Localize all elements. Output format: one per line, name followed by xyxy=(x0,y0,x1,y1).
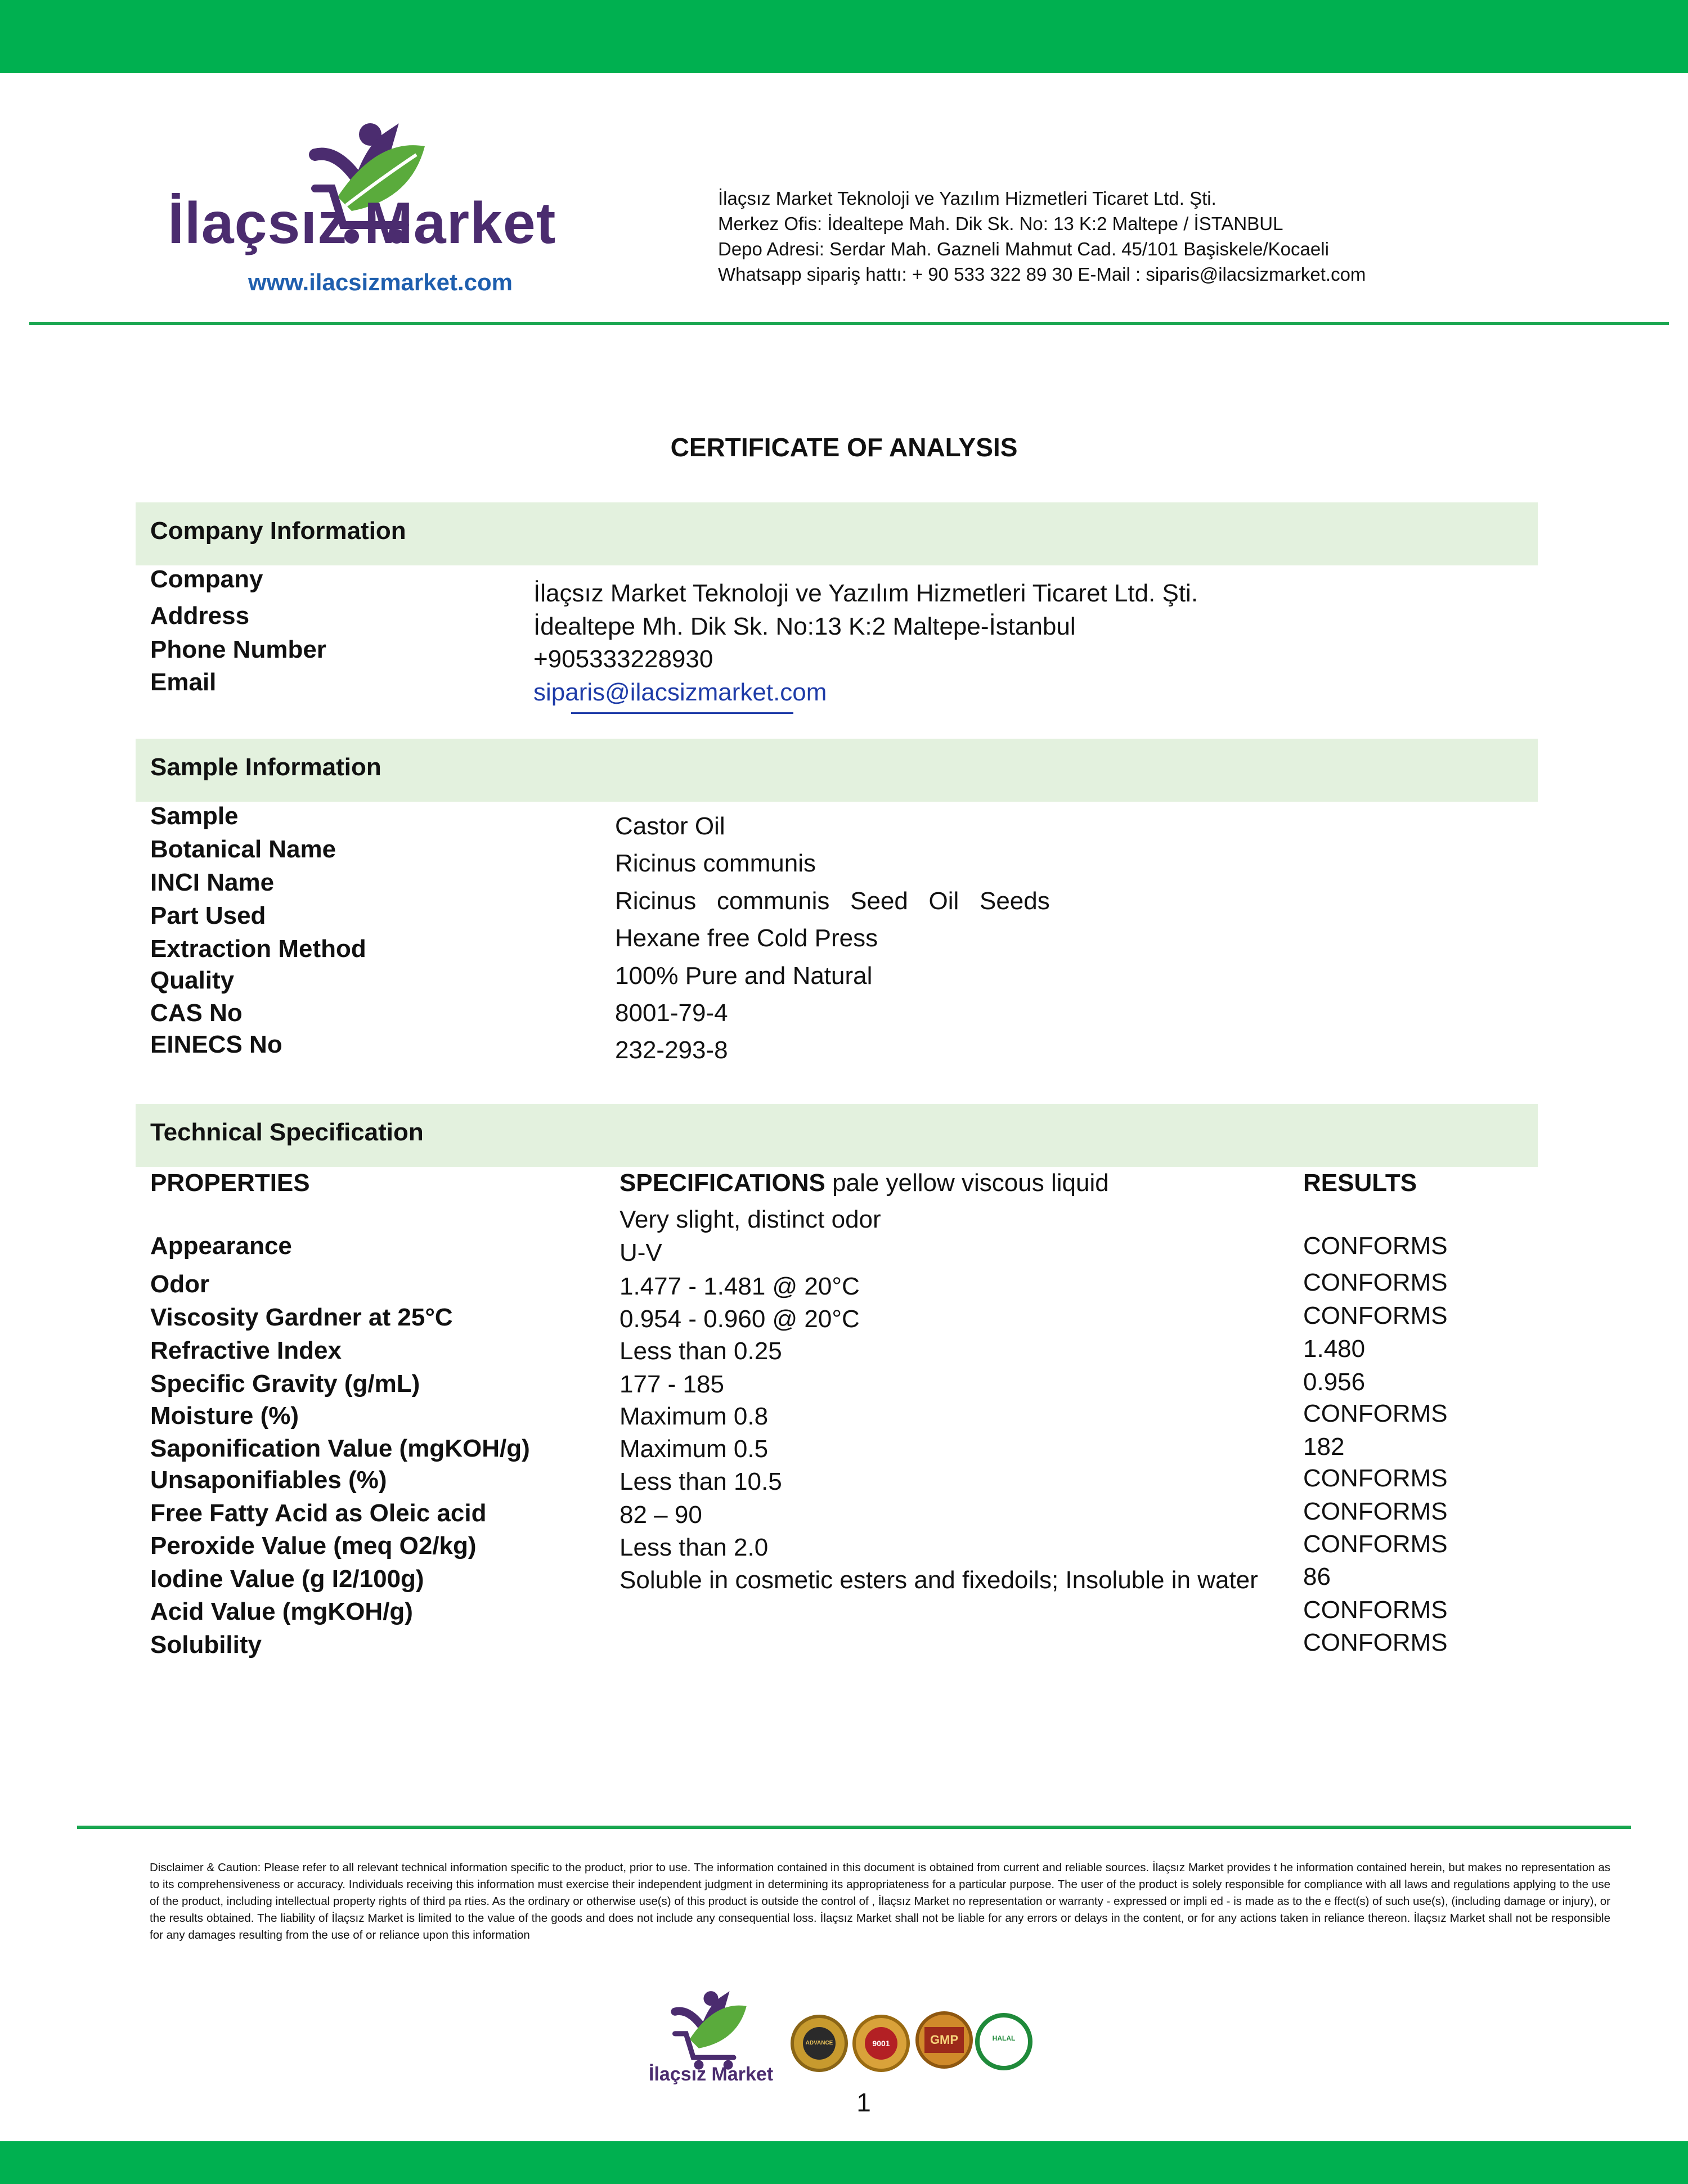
specification-cell: Less than 2.0 xyxy=(619,1534,769,1561)
label-botanical-name: Botanical Name xyxy=(150,835,336,863)
page-number: 1 xyxy=(856,2088,871,2117)
company-line: Depo Adresi: Serdar Mah. Gazneli Mahmut Cad. 45/101 Başiskele/Kocaeli xyxy=(718,239,1329,259)
badge-label: ADVANCE xyxy=(803,2027,836,2060)
property-row: Specific Gravity (g/mL) xyxy=(150,1370,420,1397)
footer-divider xyxy=(77,1826,1631,1829)
badge-label: GMP xyxy=(924,2027,964,2053)
section-heading: Technical Specification xyxy=(150,1118,424,1146)
section-heading: Sample Information xyxy=(150,753,381,781)
label-cas-no: CAS No xyxy=(150,999,243,1027)
result-cell: CONFORMS xyxy=(1303,1269,1448,1296)
property-row: Odor xyxy=(150,1270,210,1298)
value-extraction-method: Hexane free Cold Press xyxy=(615,924,878,952)
result-cell: CONFORMS xyxy=(1303,1302,1448,1329)
logo-wordmark: İlaçsız Market xyxy=(168,191,556,256)
result-cell: CONFORMS xyxy=(1303,1629,1448,1656)
result-cell: CONFORMS xyxy=(1303,1232,1448,1260)
company-line: İlaçsız Market Teknoloji ve Yazılım Hizmetleri Ticaret Ltd. Şti. xyxy=(718,188,1216,209)
result-cell: CONFORMS xyxy=(1303,1400,1448,1427)
result-cell: 86 xyxy=(1303,1563,1331,1590)
company-line: Whatsapp sipariş hattı: + 90 533 322 89 30 E-Mail : siparis@ilacsizmarket.com xyxy=(718,264,1366,285)
specification-cell: Maximum 0.8 xyxy=(619,1403,769,1430)
property-row: Appearance xyxy=(150,1232,292,1260)
badge-label: 9001 xyxy=(865,2027,897,2060)
page-title: CERTIFICATE OF ANALYSIS xyxy=(670,433,1018,462)
property-row: Refractive Index xyxy=(150,1337,342,1364)
badge-label: HALAL xyxy=(992,2034,1016,2042)
result-cell: 182 xyxy=(1303,1433,1345,1461)
specification-cell: Maximum 0.5 xyxy=(619,1435,769,1463)
value-address: İdealtepe Mh. Dik Sk. No:13 K:2 Maltepe-İstanbul xyxy=(533,613,1076,640)
badge-halal-icon xyxy=(975,2013,1032,2070)
property-row: Free Fatty Acid as Oleic acid xyxy=(150,1499,487,1527)
label-company: Company xyxy=(150,565,263,593)
specification-cell: Soluble in cosmetic esters and fixedoils; Insoluble in water xyxy=(619,1566,1258,1594)
specification-cell: U-V xyxy=(619,1239,662,1266)
property-row: Acid Value (mgKOH/g) xyxy=(150,1598,413,1625)
label-quality: Quality xyxy=(150,967,235,994)
column-header-specifications xyxy=(619,1169,1109,1197)
top-brand-band xyxy=(0,0,1688,73)
section-company-information xyxy=(136,502,1538,565)
specification-cell: Very slight, distinct odor xyxy=(619,1206,881,1233)
specification-cell: 82 – 90 xyxy=(619,1501,702,1529)
result-cell: CONFORMS xyxy=(1303,1498,1448,1525)
email-underline xyxy=(571,712,793,714)
value-botanical-name: Ricinus communis xyxy=(615,850,816,877)
label-address: Address xyxy=(150,602,250,630)
specification-cell: 0.954 - 0.960 @ 20°C xyxy=(619,1305,860,1333)
badge-gmp-icon xyxy=(915,2011,973,2069)
value-phone: +905333228930 xyxy=(533,645,713,673)
column-header-results: RESULTS xyxy=(1303,1169,1417,1197)
value-inci-name: Ricinus communis Seed Oil Seeds xyxy=(615,887,1050,915)
result-cell: CONFORMS xyxy=(1303,1530,1448,1558)
result-cell: CONFORMS xyxy=(1303,1464,1448,1492)
spec-appearance-inline: pale yellow viscous liquid xyxy=(832,1169,1109,1197)
label-einecs-no: EINECS No xyxy=(150,1031,282,1058)
section-technical-specification xyxy=(136,1104,1538,1167)
label-sample: Sample xyxy=(150,802,239,830)
result-cell: 0.956 xyxy=(1303,1368,1366,1396)
header-divider xyxy=(29,322,1669,325)
company-line: Merkez Ofis: İdealtepe Mah. Dik Sk. No: 13 K:2 Maltepe / İSTANBUL xyxy=(718,213,1283,234)
disclaimer-text: Disclaimer & Caution: Please refer to all relevant technical information specific to the product, prior to use. The information contained in this document is obtained from current and reliable sources. İlaçsız Market provides t he information contained herein, but makes no representation as to its comprehensiveness or accuracy. Individuals receiving this information must exercise their independent judgment in determining its appropriateness for a particular purpose. The user of the product is solely responsible for compliance with all laws and regulations applying to the use of the product, including intellectual property rights of third pa rties. As the ordinary or otherwise use(s) of this product is outside the control of , İlaçsız Market no representation or warranty - expressed or impli ed - is made as to the e ffect(s) of such use(s), (including damage or injury), or the results obtained. The liability of İlaçsız Market is limited to the value of the goods and does not include any consequential loss. İlaçsız Market shall not be liable for any errors or delays in the content, or for any actions taken in reliance thereon. İlaçsız Market shall not be responsible for any damages resulting from the use of or reliance upon this information xyxy=(150,1861,1610,1942)
label-email: Email xyxy=(150,668,217,696)
property-row: Unsaponifiables (%) xyxy=(150,1466,387,1494)
label-part-used: Part Used xyxy=(150,902,266,929)
specification-cell: Less than 0.25 xyxy=(619,1337,782,1365)
specifications-heading: SPECIFICATIONS xyxy=(619,1169,825,1197)
specification-cell: Less than 10.5 xyxy=(619,1468,782,1495)
label-phone: Phone Number xyxy=(150,636,326,663)
section-heading: Company Information xyxy=(150,517,406,545)
property-row: Viscosity Gardner at 25°C xyxy=(150,1304,453,1331)
website-link[interactable]: www.ilacsizmarket.com xyxy=(248,269,513,295)
property-row: Moisture (%) xyxy=(150,1402,299,1430)
badge-advance-icon xyxy=(791,2015,848,2072)
specification-cell: 177 - 185 xyxy=(619,1370,724,1398)
property-row: Solubility xyxy=(150,1631,262,1659)
value-sample: Castor Oil xyxy=(615,812,725,840)
footer-logo-icon xyxy=(664,1986,748,2070)
value-email-link[interactable]: siparis@ilacsizmarket.com xyxy=(533,678,827,706)
label-extraction-method: Extraction Method xyxy=(150,935,366,963)
bottom-brand-band xyxy=(0,2141,1688,2184)
section-sample-information xyxy=(136,739,1538,802)
value-company: İlaçsız Market Teknoloji ve Yazılım Hizmetleri Ticaret Ltd. Şti. xyxy=(533,579,1198,607)
property-row: Iodine Value (g I2/100g) xyxy=(150,1565,424,1593)
property-row: Peroxide Value (meq O2/kg) xyxy=(150,1532,477,1560)
label-inci-name: INCI Name xyxy=(150,869,275,896)
footer-logo-wordmark: İlaçsız Market xyxy=(649,2064,774,2085)
badge-iso-9001-icon xyxy=(852,2015,910,2072)
result-cell: CONFORMS xyxy=(1303,1596,1448,1624)
result-cell: 1.480 xyxy=(1303,1335,1366,1363)
column-header-properties: PROPERTIES xyxy=(150,1169,310,1197)
property-row: Saponification Value (mgKOH/g) xyxy=(150,1435,530,1462)
company-contact-block xyxy=(718,186,1366,287)
value-cas-no: 8001-79-4 xyxy=(615,999,728,1027)
value-einecs-no: 232-293-8 xyxy=(615,1036,728,1064)
specification-cell: 1.477 - 1.481 @ 20°C xyxy=(619,1273,860,1300)
value-quality: 100% Pure and Natural xyxy=(615,962,873,990)
